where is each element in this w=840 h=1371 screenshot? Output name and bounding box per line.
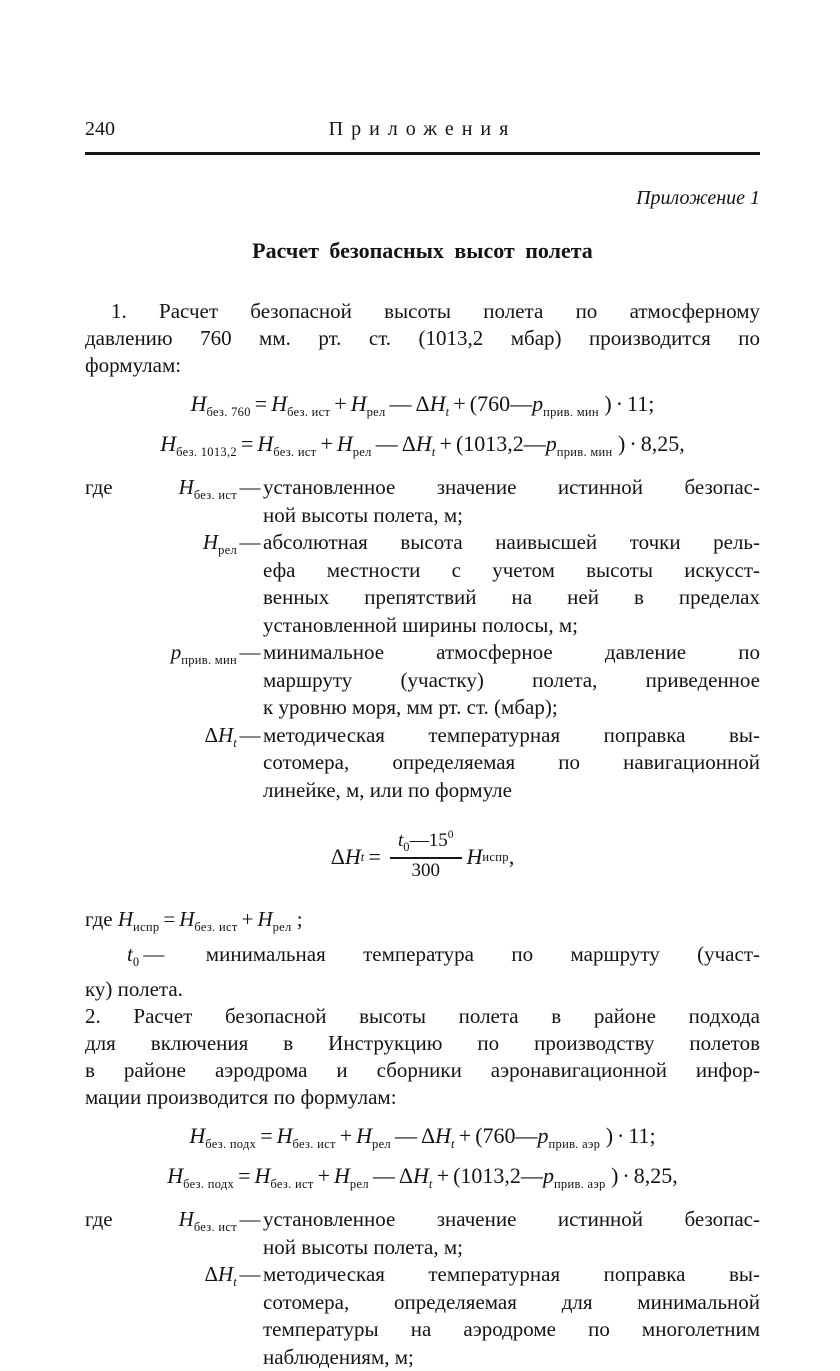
- text-line: установленное значение истинной безопас-: [263, 1206, 760, 1234]
- text-line: сотомера, определяемая по навигационной: [263, 749, 760, 777]
- definition-list-2: [85, 1206, 760, 1371]
- formula-h-bez-1013: $H_{без. 1013,2} = H_{без. ист} + H_{рел}$ — $\Delta H_t$ + ($1013,2—p_{прив. мин}$ ) · 8,25,: [85, 428, 760, 468]
- text-line: методическая температурная поправка вы-: [263, 1261, 760, 1289]
- formula-block-podkhod: [85, 1120, 760, 1200]
- text-line: 2. Расчет безопасной высоты полета в районе подхода: [85, 1003, 760, 1030]
- text-line: установленное значение истинной безопас-: [263, 474, 760, 502]
- formula-block-760: [85, 388, 760, 468]
- t0-math: $t_0$ —: [127, 942, 168, 966]
- text-line: температуры на аэродроме по многолетним: [263, 1316, 760, 1344]
- formula-h-bez-podh-760: $H_{без. подх} = H_{без. ист} + H_{рел}$ — $\Delta H_t$ + ($760—p_{прив. аэр}$ ) · 11;: [85, 1120, 760, 1160]
- formula-h-bez-podh-1013: $H_{без. подх} = H_{без. ист} + H_{рел}$ — $\Delta H_t$ + ($1013,2—p_{прив. аэр}$ ) · 8,25,: [85, 1160, 760, 1200]
- appendix-label: Приложение 1: [85, 187, 760, 210]
- formula-h-bez-760: $H_{без. 760} = H_{без. ист} + H_{рел}$ — $\Delta H_t$ + ($760—p_{прив. мин}$ ) · 11;: [85, 388, 760, 428]
- definition-row: [85, 1261, 760, 1371]
- header-rule: [85, 152, 760, 155]
- definition-term: где $H_{без. ист}$: [85, 474, 237, 529]
- t0-line-1: [85, 941, 760, 976]
- text-line: сотомера, определяемая для минимальной: [263, 1289, 760, 1317]
- t0-paragraph: [85, 941, 760, 1003]
- definition-text: [263, 639, 760, 722]
- definition-row: [85, 722, 760, 805]
- definition-text: [263, 1206, 760, 1261]
- text-line: маршруту (участку) полета, приведенное: [263, 667, 760, 695]
- t0-text: минимальная температура по маршруту (участ-: [168, 942, 760, 966]
- definition-dash: —: [237, 639, 263, 722]
- definition-row: [85, 639, 760, 722]
- formula-delta-ht: Δ H t = $\frac{t_0—15^0}{300}$ H испр ,: [85, 824, 760, 890]
- text-line: ной высоты полета, м;: [263, 1234, 760, 1262]
- text-line: в районе аэродрома и сборники аэронавигационной инфор-: [85, 1057, 760, 1084]
- formula-h-ispr: где $H_{испр} = H_{без. ист} + H_{рел}$ ;: [85, 906, 760, 941]
- text-line: давлению 760 мм. рт. ст. (1013,2 мбар) производится по: [85, 325, 760, 352]
- definition-dash: —: [237, 1206, 263, 1261]
- t0-line-2: ку) полета.: [85, 976, 760, 1003]
- text-line: ефа местности с учетом высоты искусст-: [263, 557, 760, 585]
- text-line: абсолютная высота наивысшей точки рель-: [263, 529, 760, 557]
- definition-term: где $H_{без. ист}$: [85, 1206, 237, 1261]
- page-number: 240: [85, 118, 115, 141]
- text-line: линейке, м, или по формуле: [263, 777, 760, 805]
- definition-text: [263, 722, 760, 805]
- text-line: к уровню моря, мм рт. ст. (мбар);: [263, 694, 760, 722]
- definition-row: [85, 529, 760, 639]
- definition-term: $p_{прив. мин}$: [85, 639, 237, 722]
- definition-dash: —: [237, 1261, 263, 1371]
- text-line: формулам:: [85, 352, 760, 379]
- definition-list-1: [85, 474, 760, 804]
- paragraph-2: [85, 1003, 760, 1111]
- definition-term: $\Delta H_t$: [85, 722, 237, 805]
- definition-term: $H_{рел}$: [85, 529, 237, 639]
- where-label: где: [85, 1206, 113, 1234]
- definition-text: [263, 529, 760, 639]
- text-line: наблюдениям, м;: [263, 1344, 760, 1371]
- paragraph-1: [85, 298, 760, 379]
- text-line: минимальное атмосферное давление по: [263, 639, 760, 667]
- definition-term: $\Delta H_t$: [85, 1261, 237, 1371]
- text-line: методическая температурная поправка вы-: [263, 722, 760, 750]
- text-line: установленной ширины полосы, м;: [263, 612, 760, 640]
- text-line: 1. Расчет безопасной высоты полета по атмосферному: [85, 298, 760, 325]
- text-line: мации производится по формулам:: [85, 1084, 760, 1111]
- definition-text: [263, 1261, 760, 1371]
- document-title: Расчет безопасных высот полета: [85, 238, 760, 264]
- definition-row: [85, 1206, 760, 1261]
- running-header: [85, 118, 760, 146]
- definition-row: [85, 474, 760, 529]
- text-line: венных препятствий на ней в пределах: [263, 584, 760, 612]
- text-line: для включения в Инструкцию по производству полетов: [85, 1030, 760, 1057]
- definition-dash: —: [237, 529, 263, 639]
- text-line: ной высоты полета, м;: [263, 502, 760, 530]
- running-header-title: Приложения: [85, 118, 760, 141]
- definition-dash: —: [237, 722, 263, 805]
- definition-text: [263, 474, 760, 529]
- where-label: где: [85, 474, 113, 502]
- definition-dash: —: [237, 474, 263, 529]
